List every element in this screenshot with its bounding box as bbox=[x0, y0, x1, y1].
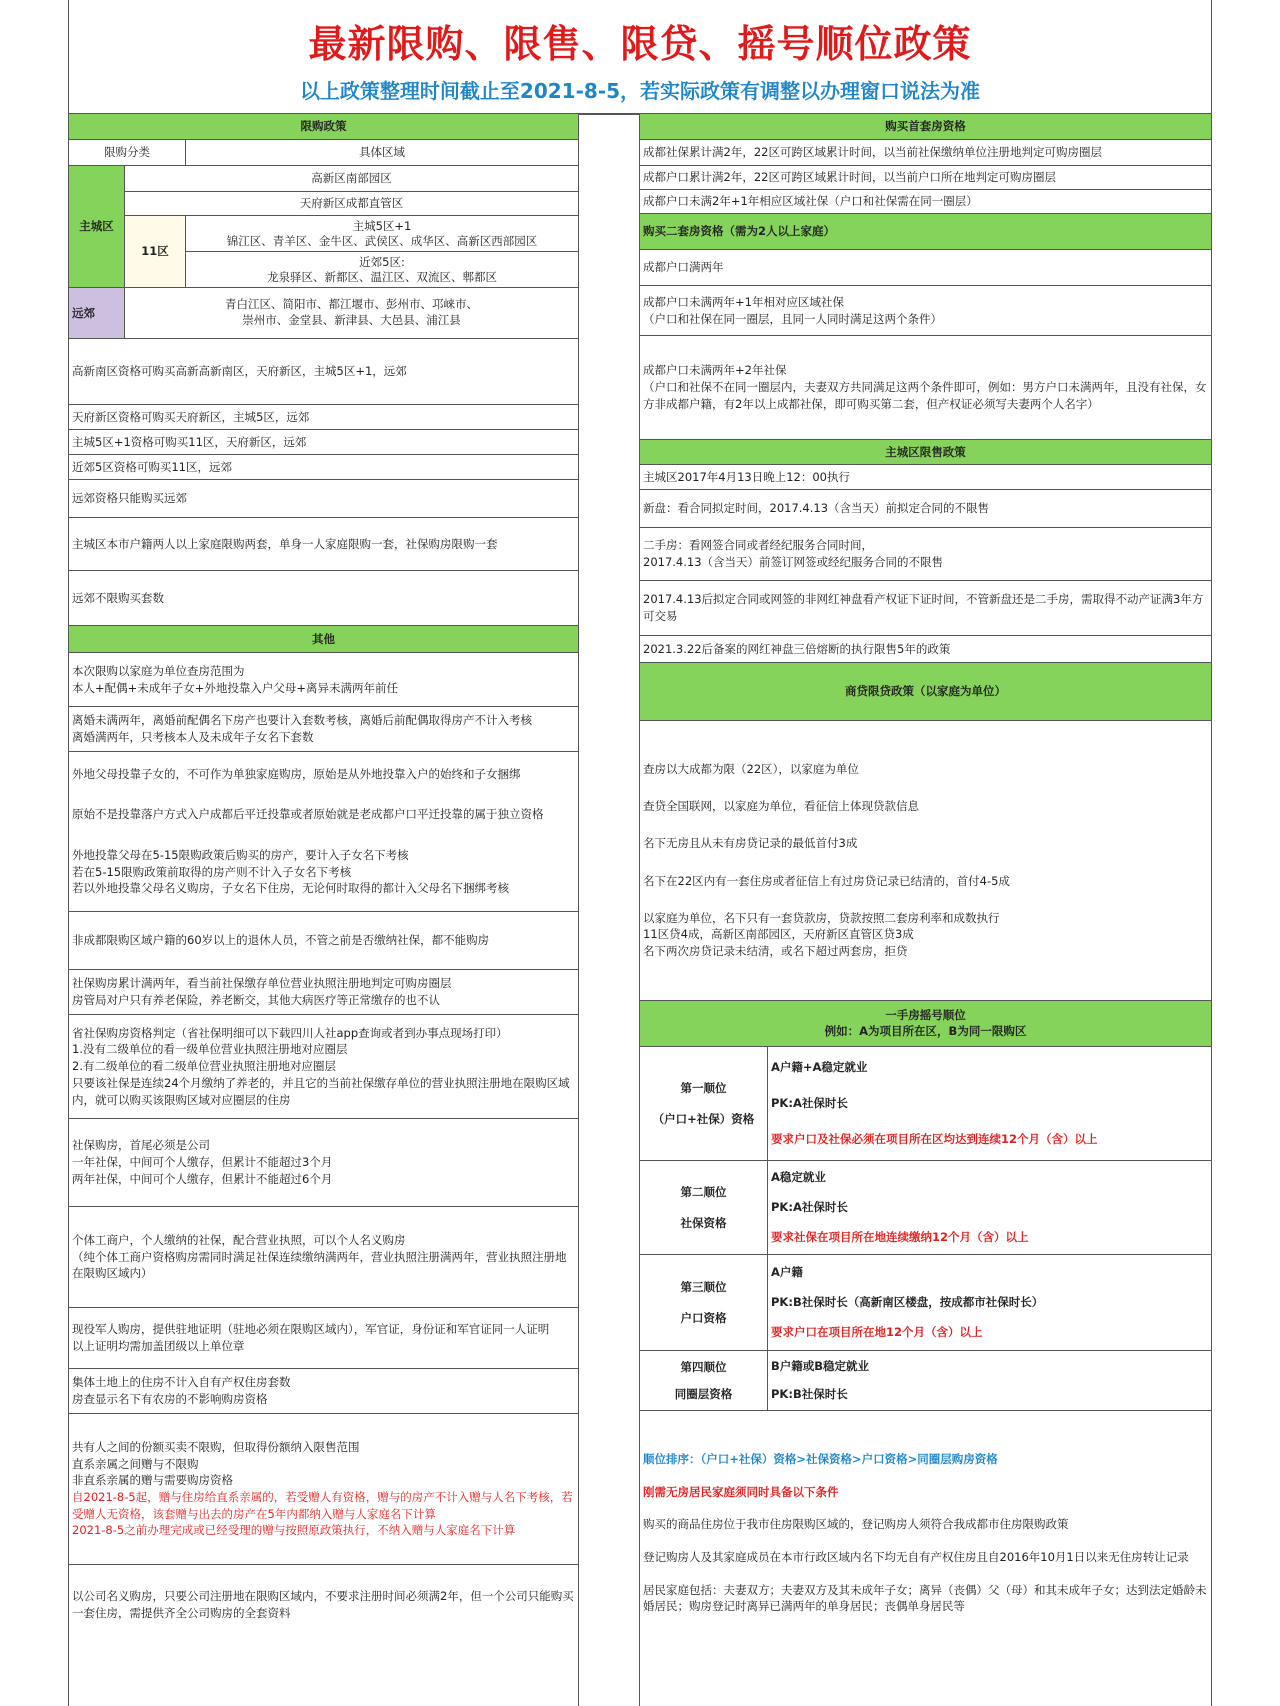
other-line: 1.没有二级单位的看一级单位营业执照注册地对应圈层 bbox=[72, 1042, 348, 1057]
priority-requirement: B户籍或B稳定就业 bbox=[771, 1359, 870, 1374]
first-home-row: 成都户口累计满2年，22区可跨区域累计时间，以当前户口所在地判定可购房圈层 bbox=[640, 166, 1211, 190]
suburb-list-line: 崇州市、金堂县、新津县、大邑县、浦江县 bbox=[242, 313, 461, 327]
other-line: 若在5-15限购政策前取得的房产则不计入子女名下考核 bbox=[72, 864, 352, 879]
priority-content bbox=[768, 1255, 1211, 1350]
other-row: 以公司名义购房，只要公司注册地在限购区域内，不要求注册时间必须满2年，但一个公司只能购买一套住房，需提供齐全公司购房的全套资料 bbox=[72, 1588, 574, 1620]
rule-row: 高新南区资格可购买高新高新南区，天府新区，主城5区+1，远郊 bbox=[69, 339, 578, 405]
priority-label bbox=[640, 1161, 768, 1254]
first-home-row: 成都社保累计满2年，22区可跨区域累计时间，以当前社保缴纳单位注册地判定可购房圈层 bbox=[640, 140, 1211, 166]
rule-row: 近郊5区资格可购买11区，远郊 bbox=[69, 455, 578, 480]
second-home-header: 购买二套房资格（需为2人以上家庭） bbox=[640, 214, 1211, 250]
other-line: 原始不是投靠落户方式入户成都后平迁投靠或者原始就是老成都户口平迁投靠的属于独立资格 bbox=[72, 807, 544, 822]
second-home-row bbox=[640, 286, 1211, 336]
other-line: 外地投靠父母在5-15限购政策后购买的房产，要计入子女名下考核 bbox=[72, 848, 409, 863]
main5-cell bbox=[186, 216, 578, 252]
other-line: 集体土地上的住房不计入自有产权住房套数 bbox=[72, 1375, 291, 1390]
column-gap bbox=[579, 114, 639, 1706]
purchase-policy-header: 限购政策 bbox=[69, 114, 578, 140]
left-column bbox=[69, 114, 579, 1706]
loan-line: 查贷全国联网，以家庭为单位，看征信上体现贷款信息 bbox=[643, 799, 919, 814]
other-line: 房查显示名下有农房的不影响购房资格 bbox=[72, 1392, 268, 1406]
eleven-districts-label: 11区 bbox=[125, 216, 186, 288]
loan-line: 以家庭为单位，名下只有一套贷款房，贷款按照二套房利率和成数执行 bbox=[643, 910, 1000, 925]
other-row bbox=[69, 970, 578, 1015]
priority-qualification: 同圈层资格 bbox=[674, 1386, 733, 1401]
priority-pk: PK:A社保时长 bbox=[771, 1200, 848, 1215]
other-line: 个体工商户，个人缴纳的社保，配合营业执照，可以个人名义购房 bbox=[72, 1232, 406, 1247]
rule-row: 主城区本市户籍两人以上家庭限购两套，单身一人家庭限购一套，社保购房限购一套 bbox=[69, 518, 578, 571]
other-line: 社保购房，首尾必须是公司 bbox=[72, 1138, 210, 1153]
other-row bbox=[69, 1207, 578, 1308]
priority-requirement: A稳定就业 bbox=[771, 1170, 826, 1185]
sale-limit-header: 主城区限售政策 bbox=[640, 440, 1211, 465]
loan-line: 名下在22区内有一套住房或者征信上有过房贷记录已结清的，首付4-5成 bbox=[643, 873, 1010, 888]
first-home-row: 成都户口未满2年+1年相应区域社保（户口和社保需在同一圈层） bbox=[640, 190, 1211, 214]
other-line: 直系亲属之间赠与不限购 bbox=[72, 1456, 199, 1471]
loan-line: 名下两次房贷记录未结清，或名下超过两套房，拒贷 bbox=[643, 944, 908, 959]
priority-requirement: A户籍 bbox=[771, 1264, 803, 1279]
second-home-line: （户口和社保不在同一圈层内，夫妻双方共同满足这两个条件即可，例如：男方户口未满两年，且没有社保，女方非成都户籍，有2年以上成都社保，即可购买第二套，但产权证必须写夫妻两个人名字） bbox=[643, 380, 1207, 411]
sale-row: 新盘：看合同拟定时间，2017.4.13（含当天）前拟定合同的不限售 bbox=[640, 490, 1211, 528]
loan-limit-header: 商贷限贷政策（以家庭为单位） bbox=[640, 663, 1211, 721]
sale-row: 2017.4.13后拟定合同或网签的非网红神盘看产权证下证时间，不管新盘还是二手房，需取得不动产证满3年方可交易 bbox=[640, 581, 1211, 636]
sale-row: 2021.3.22后备案的网红神盘三倍熔断的执行限售5年的政策 bbox=[640, 636, 1211, 663]
other-line: 2.有二级单位的看二级单位营业执照注册地对应圈层 bbox=[72, 1059, 336, 1074]
tianfu-district: 天府新区成都直管区 bbox=[125, 192, 578, 216]
lottery-title: 一手房摇号顺位 bbox=[885, 1007, 966, 1022]
loan-line: 查房以大成都为限（22区），以家庭为单位 bbox=[643, 762, 859, 777]
district-table bbox=[69, 140, 578, 339]
priority-rank: 第四顺位 bbox=[680, 1359, 727, 1374]
priority-order: 顺位排序：（户口+社保）资格>社保资格>户口资格>同圈层购房资格 bbox=[643, 1452, 998, 1466]
other-line: 离婚满两年，只考核本人及未成年子女名下套数 bbox=[72, 730, 314, 744]
other-line: 本次限购以家庭为单位查房范围为 bbox=[72, 663, 245, 678]
priority-row bbox=[640, 1161, 1211, 1255]
other-line: 房管局对户只有养老保险，养老断交，其他大病医疗等正常缴存的也不认 bbox=[72, 993, 440, 1007]
priority-rank: 第三顺位 bbox=[680, 1279, 727, 1294]
lottery-footer bbox=[640, 1411, 1211, 1615]
gift-rule-red: 2021-8-5之前办理完成或已经受理的赠与按照原政策执行，不纳入赠与人家庭名下计算 bbox=[72, 1523, 516, 1538]
priority-content bbox=[768, 1161, 1211, 1254]
footer-line: 登记购房人及其家庭成员在本市行政区域内名下均无自有产权住房且自2016年10月1日以来无住房转让记录 bbox=[643, 1550, 1189, 1565]
high-tech-south: 高新区南部园区 bbox=[125, 166, 578, 192]
other-line: 一年社保，中间可个人缴存，但累计不能超过3个月 bbox=[72, 1155, 333, 1170]
priority-pk: PK:B社保时长（高新南区楼盘，按成都市社保时长） bbox=[771, 1295, 1044, 1310]
near5-title: 近郊5区: bbox=[359, 254, 405, 269]
page-subtitle: 以上政策整理时间截止至2021-8-5，若实际政策有调整以办理窗口说法为准 bbox=[299, 79, 981, 104]
priority-row bbox=[640, 1255, 1211, 1351]
priority-qualification: 社保资格 bbox=[680, 1215, 727, 1230]
second-home-line: （户口和社保在同一圈层，且同一人同时满足这两个条件） bbox=[643, 311, 942, 326]
loan-line: 名下无房且从未有房贷记录的最低首付3成 bbox=[643, 836, 858, 851]
other-row bbox=[69, 752, 578, 912]
lottery-header bbox=[640, 1001, 1211, 1047]
other-line: （纯个体工商户资格购房需同时满足社保连续缴纳满两年，营业执照注册满两年，营业执照注册地在限购区域内） bbox=[72, 1249, 567, 1281]
footer-line: 居民家庭包括：夫妻双方；夫妻双方及其未成年子女；离异（丧偶）父（母）和其未成年子女；达到法定婚龄未婚居民；购房登记时离异已满两年的单身居民；丧偶单身居民等 bbox=[643, 1582, 1207, 1614]
other-line: 只要该社保是连续24个月缴纳了养老的，并且它的当前社保缴存单位的营业执照注册地在限购区域内，就可以购买该限购区域对应圈层的住房 bbox=[72, 1075, 570, 1107]
sale-line: 二手房：看网签合同或者经纪服务合同时间， bbox=[643, 538, 873, 553]
sale-row bbox=[640, 528, 1211, 581]
priority-rank: 第二顺位 bbox=[680, 1184, 727, 1199]
main-city-label: 主城区 bbox=[69, 166, 125, 288]
other-row bbox=[69, 1119, 578, 1207]
priority-rank: 第一顺位 bbox=[680, 1080, 727, 1095]
second-home-row: 成都户口满两年 bbox=[640, 250, 1211, 286]
first-home-header: 购买首套房资格 bbox=[640, 114, 1211, 140]
other-row bbox=[69, 1369, 578, 1414]
other-line: 离婚未满两年，离婚前配偶名下房产也要计入套数考核，离婚后前配偶取得房产不计入考核 bbox=[72, 713, 532, 728]
other-row bbox=[69, 707, 578, 752]
other-line: 社保购房累计满两年，看当前社保缴存单位营业执照注册地判定可购房圈层 bbox=[72, 976, 452, 991]
lottery-example: 例如：A为项目所在区，B为同一限购区 bbox=[824, 1023, 1027, 1038]
main5-list: 锦江区、青羊区、金牛区、武侯区、成华区、高新区西部园区 bbox=[226, 233, 538, 248]
priority-qualification: 户口资格 bbox=[680, 1310, 727, 1325]
other-row bbox=[69, 653, 578, 707]
priority-pk: PK:B社保时长 bbox=[771, 1386, 848, 1401]
priority-label bbox=[640, 1047, 768, 1160]
other-row bbox=[69, 1308, 578, 1369]
main5-title: 主城5区+1 bbox=[352, 218, 412, 233]
priority-qualification: （户口+社保）资格 bbox=[652, 1111, 755, 1126]
priority-label bbox=[640, 1351, 768, 1410]
priority-condition: 要求户口在项目所在地12个月（含）以上 bbox=[771, 1325, 983, 1340]
other-line: 共有人之间的份额买卖不限购，但取得份额纳入限售范围 bbox=[72, 1439, 360, 1454]
right-column bbox=[639, 114, 1211, 1706]
other-line: 本人+配偶+未成年子女+外地投靠入户父母+离异未满两年前任 bbox=[72, 680, 399, 695]
category-header: 限购分类 bbox=[69, 140, 186, 166]
other-line: 若以外地投靠父母名义购房，子女名下住房，无论何时取得的都计入父母名下捆绑考核 bbox=[72, 881, 509, 896]
policy-sheet bbox=[68, 0, 1212, 1706]
priority-row bbox=[640, 1047, 1211, 1161]
other-row bbox=[69, 1015, 578, 1119]
priority-condition: 要求社保在项目所在地连续缴纳12个月（含）以上 bbox=[771, 1229, 1029, 1244]
other-line: 现役军人购房，提供驻地证明（驻地必须在限购区域内），军官证，身份证和军官证同一人证明 bbox=[72, 1322, 550, 1337]
priority-content bbox=[768, 1351, 1211, 1410]
priority-requirement: A户籍+A稳定就业 bbox=[771, 1059, 868, 1074]
other-line: 两年社保，中间可个人缴存，但累计不能超过6个月 bbox=[72, 1171, 333, 1186]
second-home-line: 成都户口未满两年+2年社保 bbox=[643, 363, 787, 378]
suburb-label: 远郊 bbox=[69, 288, 125, 338]
suburb-list-line: 青白江区、简阳市、都江堰市、彭州市、邛崃市、 bbox=[225, 297, 478, 312]
other-line: 外地父母投靠子女的，不可作为单独家庭购房，原始是从外地投靠入户的始终和子女捆绑 bbox=[72, 766, 521, 781]
rigid-demand-note: 刚需无房居民家庭须同时具备以下条件 bbox=[643, 1484, 839, 1499]
rule-row: 主城5区+1资格可购买11区，天府新区，远郊 bbox=[69, 430, 578, 455]
second-home-row bbox=[640, 336, 1211, 440]
priority-row bbox=[640, 1351, 1211, 1411]
loan-rules bbox=[640, 721, 1211, 1001]
sale-row: 主城区2017年4月13日晚上12：00执行 bbox=[640, 465, 1211, 490]
loan-line: 11区贷4成，高新区南部园区，天府新区直管区贷3成 bbox=[643, 927, 914, 942]
near5-cell bbox=[186, 252, 578, 288]
priority-label bbox=[640, 1255, 768, 1350]
second-home-line: 成都户口未满两年+1年相对应区域社保 bbox=[643, 294, 844, 309]
near5-list: 龙泉驿区、新都区、温江区、双流区、郫都区 bbox=[267, 269, 497, 284]
area-header: 具体区域 bbox=[186, 140, 578, 166]
rule-row: 天府新区资格可购买天府新区，主城5区，远郊 bbox=[69, 405, 578, 430]
sheet-header bbox=[69, 0, 1211, 114]
priority-condition: 要求户口及社保必须在项目所在区均达到连续12个月（含）以上 bbox=[771, 1132, 1098, 1147]
gap-divider bbox=[579, 114, 639, 115]
footer-line: 购买的商品住房位于我市住房限购区域的，登记购房人须符合我成都市住房限购政策 bbox=[643, 1517, 1069, 1532]
suburb-list bbox=[125, 288, 578, 338]
sale-line: 2017.4.13（含当天）前签订网签或经纪服务合同的不限售 bbox=[643, 555, 944, 569]
other-line: 以上证明均需加盖团级以上单位章 bbox=[72, 1339, 245, 1353]
priority-pk: PK:A社保时长 bbox=[771, 1096, 848, 1111]
other-line: 省社保购房资格判定（省社保明细可以下载四川人社app查询或者到办事点现场打印） bbox=[72, 1025, 508, 1040]
other-header: 其他 bbox=[69, 626, 578, 653]
other-row: 非成都限购区域户籍的60岁以上的退休人员，不管之前是否缴纳社保，都不能购房 bbox=[69, 912, 578, 970]
rule-row: 远郊资格只能购买远郊 bbox=[69, 480, 578, 518]
page-title: 最新限购、限售、限贷、摇号顺位政策 bbox=[308, 21, 972, 66]
other-line: 非直系亲属的赠与需要购房资格 bbox=[72, 1473, 233, 1488]
gift-rule-red: 自2021-8-5起，赠与住房给直系亲属的，若受赠人有资格，赠与的房产不计入赠与人名下考核，若受赠人无资格，该套赠与出去的房产在5年内都纳入赠与人家庭名下计算 bbox=[72, 1490, 573, 1521]
priority-content bbox=[768, 1047, 1211, 1160]
other-row bbox=[69, 1414, 578, 1565]
rule-row: 远郊不限购买套数 bbox=[69, 571, 578, 626]
